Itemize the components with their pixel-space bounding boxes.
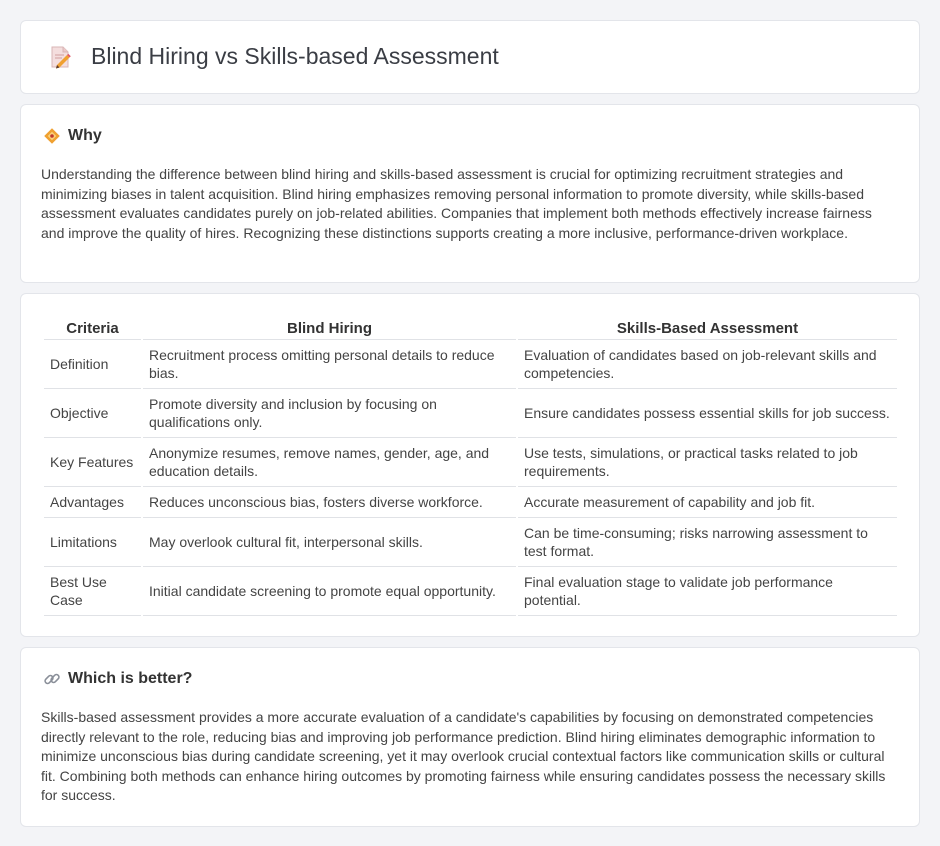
table-row <box>44 518 897 567</box>
row-criteria: Key Features <box>44 438 141 487</box>
row-skills-assessment: Final evaluation stage to validate job performance potential. <box>518 567 897 616</box>
table-header-row <box>44 313 897 340</box>
row-blind-hiring: Promote diversity and inclusion by focusing on qualifications only. <box>143 389 516 438</box>
row-skills-assessment: Accurate measurement of capability and job fit. <box>518 487 897 518</box>
table-row <box>44 567 897 616</box>
comparison-table <box>42 313 899 616</box>
why-title: Why <box>68 127 102 144</box>
page-title: Blind Hiring vs Skills-based Assessment <box>91 43 499 69</box>
column-header-criteria: Criteria <box>44 313 141 340</box>
why-heading <box>43 127 102 145</box>
table-row <box>44 389 897 438</box>
title-row <box>47 43 499 70</box>
link-icon <box>43 670 61 688</box>
better-text: Skills-based assessment provides a more accurate evaluation of a candidate's capabilities by focusing on demonstrated competencies directly relevant to the role, reducing bias and improving job performance prediction. Blind hiring eliminates demographic information to minimize unconscious bias during candidate screening, yet it may overlook crucial contextual factors like communication skills or cultural fit. Combining both methods can enhance hiring outcomes by promoting fairness while ensuring candidates possess the necessary skills for success. <box>41 709 886 803</box>
table-row <box>44 487 897 518</box>
table-row <box>44 438 897 487</box>
row-skills-assessment: Can be time-consuming; risks narrowing assessment to test format. <box>518 518 897 567</box>
row-skills-assessment: Ensure candidates possess essential skills for job success. <box>518 389 897 438</box>
which-is-better-section <box>20 647 920 827</box>
row-skills-assessment: Evaluation of candidates based on job-relevant skills and competencies. <box>518 340 897 389</box>
row-criteria: Objective <box>44 389 141 438</box>
diamond-sign-icon <box>43 127 61 145</box>
better-title: Which is better? <box>68 670 193 687</box>
row-blind-hiring: Initial candidate screening to promote equal opportunity. <box>143 567 516 616</box>
row-skills-assessment: Use tests, simulations, or practical tasks related to job requirements. <box>518 438 897 487</box>
column-header-blind-hiring: Blind Hiring <box>143 313 516 340</box>
header-card <box>20 20 920 94</box>
row-blind-hiring: Anonymize resumes, remove names, gender, age, and education details. <box>143 438 516 487</box>
table-row <box>44 340 897 389</box>
row-criteria: Advantages <box>44 487 141 518</box>
row-criteria: Best Use Case <box>44 567 141 616</box>
row-blind-hiring: Reduces unconscious bias, fosters diverse workforce. <box>143 487 516 518</box>
why-section <box>20 104 920 283</box>
comparison-table-card <box>20 293 920 637</box>
why-text: Understanding the difference between blind hiring and skills-based assessment is crucial for optimizing recruitment strategies and minimizing biases in talent acquisition. Blind hiring emphasizes removing personal information to promote diversity, while skills-based assessment evaluates candidates purely on job-related abilities. Companies that implement both methods effectively increase fairness and improve the quality of hires. Recognizing these distinctions supports creating a more inclusive, performance-driven workplace. <box>41 166 872 241</box>
column-header-skills-assessment: Skills-Based Assessment <box>518 313 897 340</box>
document-pencil-icon <box>47 44 73 70</box>
row-criteria: Definition <box>44 340 141 389</box>
better-heading <box>43 670 192 688</box>
row-blind-hiring: May overlook cultural fit, interpersonal skills. <box>143 518 516 567</box>
row-blind-hiring: Recruitment process omitting personal details to reduce bias. <box>143 340 516 389</box>
row-criteria: Limitations <box>44 518 141 567</box>
